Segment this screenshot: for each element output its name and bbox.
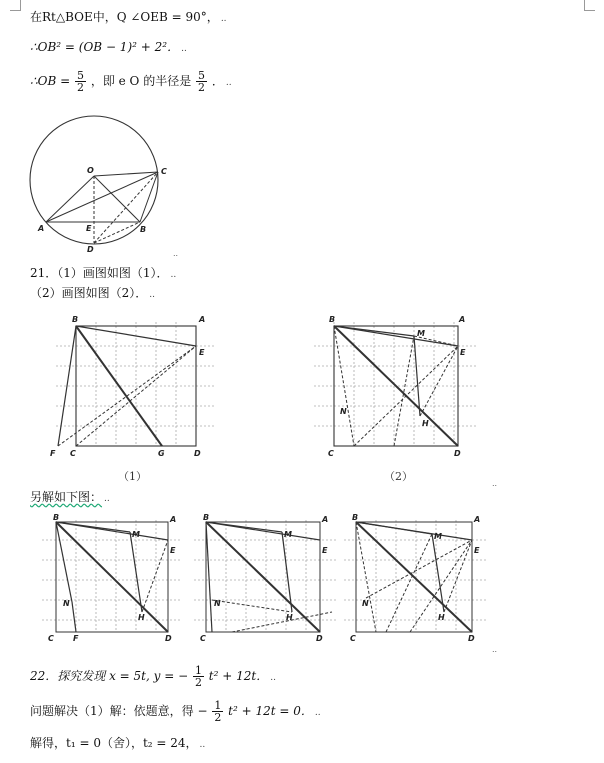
alt1-label-n: N <box>63 599 70 608</box>
fig1-label-e: E <box>199 348 205 357</box>
label-c: C <box>161 167 167 176</box>
alt3-label-c: C <box>350 634 356 643</box>
alt2-label-b: B <box>203 513 210 522</box>
fig2-label-n: N <box>340 407 347 416</box>
paragraph-mark-circle: .. <box>173 249 179 258</box>
alt1-label-h: H <box>138 613 145 622</box>
fig2-label-h: H <box>422 419 429 428</box>
fraction-denominator: 2 <box>214 711 222 724</box>
alt1-label-c: C <box>48 634 54 643</box>
text-21-part2: （2）画图如图（2）． <box>30 286 148 300</box>
fig1-label-g: G <box>158 449 165 458</box>
fraction-numerator: 1 <box>194 664 202 677</box>
text-equation: t² + 12t = 0． <box>228 704 313 718</box>
alt3-label-b: B <box>352 513 359 522</box>
alt1-label-f: F <box>73 634 79 643</box>
line-22 <box>30 662 276 690</box>
alt2-label-m: M <box>284 530 292 539</box>
fig2-label-a: A <box>459 315 466 324</box>
fig2-label-b: B <box>329 315 336 324</box>
fraction-one-half-2 <box>212 700 223 723</box>
paragraph-mark: .. <box>170 270 177 280</box>
alt3-label-a: A <box>474 515 481 524</box>
label-d: D <box>87 245 94 254</box>
text-22-explore: 22．探究发现 x = 5t, y = − <box>30 669 189 683</box>
alt1-label-e: E <box>170 546 176 555</box>
text-22-expression: t² + 12t． <box>208 669 269 683</box>
alt3-label-d: D <box>468 634 475 643</box>
fraction-numerator: 5 <box>77 69 84 82</box>
alt3-label-m: M <box>434 532 442 541</box>
alt2-label-h: H <box>286 613 293 622</box>
alt2-label-n: N <box>214 599 221 608</box>
label-o: O <box>87 166 94 175</box>
fraction-numerator: 5 <box>198 69 206 82</box>
paragraph-mark: .. <box>270 673 276 683</box>
text-period: ． <box>211 74 224 88</box>
paragraph-mark: .. <box>181 44 187 54</box>
paragraph-mark: .. <box>104 494 110 504</box>
label-a: A <box>38 224 45 233</box>
text-problem-solving: 问题解决（1）解：依题意，得 − <box>30 704 208 718</box>
fig2-label-d: D <box>454 449 461 458</box>
paragraph-mark: .. <box>314 708 321 718</box>
caption-figure-1: （1） <box>118 470 147 483</box>
fraction-denominator: 2 <box>198 81 206 94</box>
fraction-numerator: 1 <box>214 699 222 712</box>
paragraph-mark: .. <box>199 740 206 750</box>
paragraph-mark: .. <box>220 14 227 24</box>
fraction-denominator: 2 <box>77 81 84 94</box>
label-e: E <box>86 224 92 233</box>
alt1-label-b: B <box>53 513 60 522</box>
alt1-label-m: M <box>132 530 140 539</box>
paragraph-mark: .. <box>225 78 232 88</box>
alt2-label-d: D <box>316 634 323 643</box>
fig1-label-c: C <box>70 449 76 458</box>
fig1-label-b: B <box>72 315 79 324</box>
alt2-label-a: A <box>322 515 329 524</box>
text-solution: 解得，t₁ = 0（舍），t₂ = 24， <box>30 736 198 750</box>
text-21-part1: 21．（1）画图如图（1）． <box>30 266 169 280</box>
line-solution <box>30 736 205 752</box>
caption-figure-2: （2） <box>384 470 413 483</box>
text-ob-equals: ∴OB = <box>30 74 71 88</box>
alt3-label-n: N <box>362 599 369 608</box>
alt1-label-a: A <box>170 515 177 524</box>
alt2-label-e: E <box>322 546 328 555</box>
paragraph-mark-alt: .. <box>492 645 498 654</box>
fig2-label-e: E <box>460 348 466 357</box>
fraction-denominator: 2 <box>194 676 202 689</box>
label-b: B <box>140 225 147 234</box>
alt3-label-e: E <box>474 546 480 555</box>
fig2-label-c: C <box>328 449 334 458</box>
paragraph-mark: .. <box>149 290 156 300</box>
fraction-one-half <box>193 665 204 688</box>
fig1-label-a: A <box>199 315 206 324</box>
text-line-1: 在Rt△BOE中，Q ∠OEB = 90°， <box>30 10 219 24</box>
line-problem-solving <box>30 697 321 725</box>
fig1-label-f: F <box>50 449 56 458</box>
text-alternative: 另解如下图： <box>30 490 103 504</box>
alt3-label-h: H <box>438 613 445 622</box>
alt1-label-d: D <box>165 634 172 643</box>
paragraph-mark-fig: .. <box>492 479 498 488</box>
fig1-label-d: D <box>194 449 201 458</box>
alt2-label-c: C <box>200 634 206 643</box>
fig2-label-m: M <box>417 329 425 338</box>
text-line-2: ∴OB² = (OB − 1)² + 2²． <box>30 40 180 54</box>
text-radius-is: ，即 e O 的半径是 <box>90 74 192 88</box>
